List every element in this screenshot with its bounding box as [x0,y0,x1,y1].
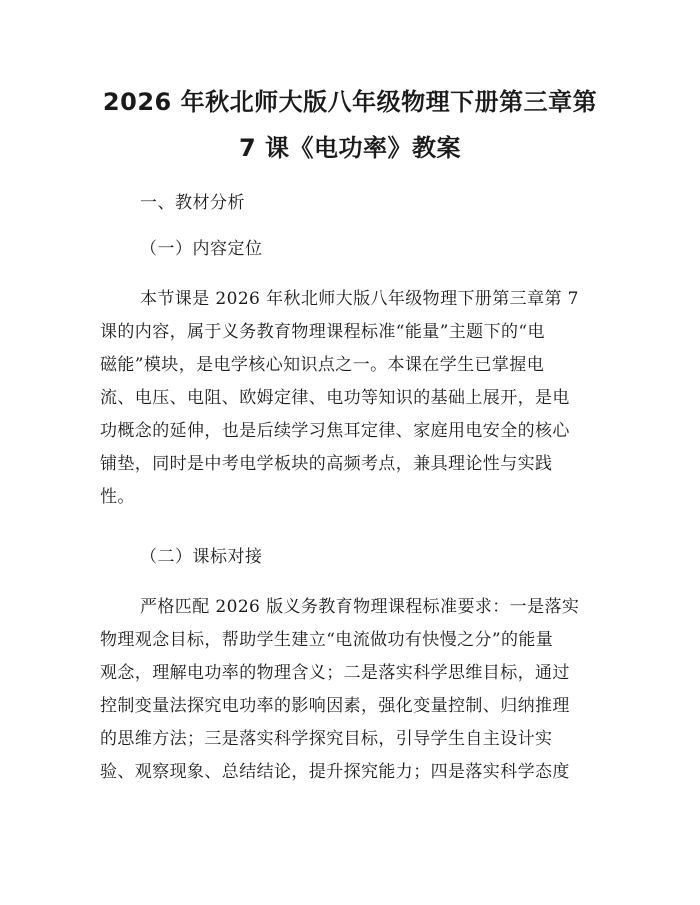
paragraph-line: 铺垫，同时是中考电学板块的高频考点，兼具理论性与实践 [100,454,553,474]
paragraph-line: 课的内容，属于义务教育物理课程标准“能量”主题下的“电 [100,322,545,342]
paragraph-curriculum-alignment [100,591,600,789]
section-heading-textbook-analysis: 一、教材分析 [140,193,245,213]
paragraph-line: 观念，理解电功率的物理含义；二是落实科学思维目标，通过 [100,663,570,683]
paragraph-line: 验、观察现象、总结结论，提升探究能力；四是落实科学态度 [100,762,570,782]
paragraph-line: 控制变量法探究电功率的影响因素，强化变量控制、归纳推理 [100,696,570,716]
paragraph-line: 磁能”模块，是电学核心知识点之一。本课在学生已掌握电 [100,355,545,375]
paragraph-line: 性。 [100,487,135,507]
document-title-line-1: 2026 年秋北师大版八年级物理下册第三章第 [102,88,598,116]
paragraph-line: 严格匹配 2026 版义务教育物理课程标准要求：一是落实 [140,597,580,617]
paragraph-line: 本节课是 2026 年秋北师大版八年级物理下册第三章第 7 [140,289,579,309]
paragraph-line: 的思维方法；三是落实科学探究目标，引导学生自主设计实 [100,729,553,749]
subsection-heading-content-position: （一）内容定位 [140,239,263,259]
paragraph-line: 物理观念目标，帮助学生建立“电流做功有快慢之分”的能量 [100,630,554,650]
document-title-line-2: 7 课《电功率》教案 [238,134,462,162]
paragraph-line: 功概念的延伸，也是后续学习焦耳定律、家庭用电安全的核心 [100,421,570,441]
paragraph-line: 流、电压、电阻、欧姆定律、电功等知识的基础上展开，是电 [100,388,570,408]
subsection-heading-curriculum-alignment: （二）课标对接 [140,547,263,567]
paragraph-content-position [100,283,600,514]
